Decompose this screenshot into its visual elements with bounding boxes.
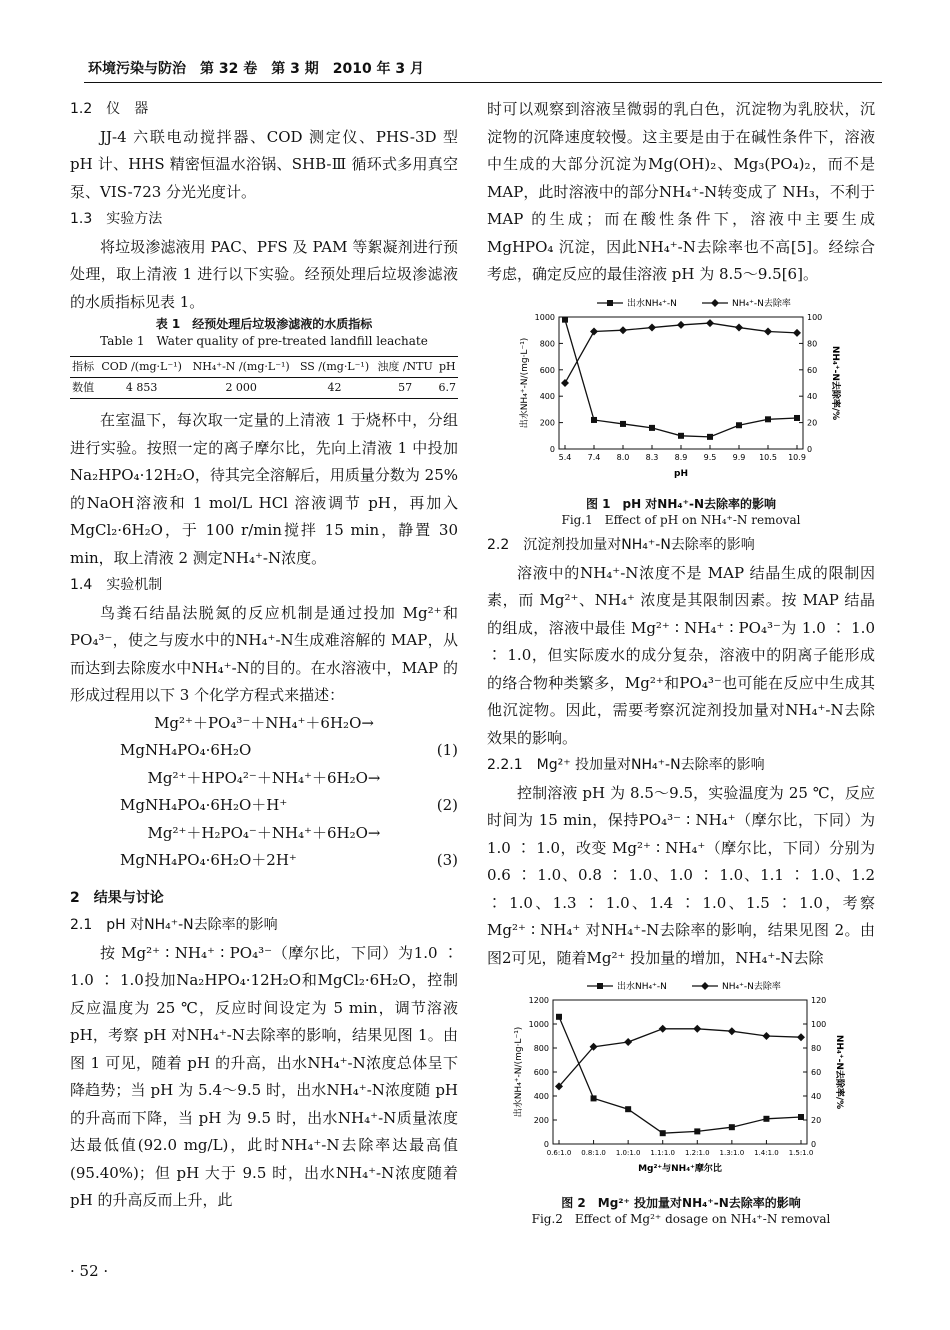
x-tick-label: 5.4: [558, 452, 572, 462]
table-cell: 57: [398, 381, 413, 394]
section-2-1-text: 按 Mg²⁺ ∶ NH₄⁺ ∶ PO₄³⁻（摩尔比，下同）为1.0 ∶ 1.0 ∶ 1.0投加Na₂HPO₄·12H₂O和MgCl₂·6H₂O，控制反应温度为 25 ℃，反应时间设定为 5 min，调节溶液 pH，考察 pH 对NH₄⁺-N去除率的影响，结果见图 1。由图 1 可见，随着 pH 的升高，出水NH₄⁺-N浓度总体呈下降趋势；当 pH 为 5.4～9.5 时，出水NH₄⁺-N浓度随 pH 的升高而下降，当 pH 为 9.5 时，出水NH₄⁺-N质量浓度达最低值(92.0 mg/L)，此时NH₄⁺-N去除率达最高值(95.40%)；但 pH 大于 9.5 时，出水NH₄⁺-N浓度随着 pH 的升高反而上升，此: [70, 943, 458, 1209]
y-tick-label: 600: [539, 365, 555, 375]
section-1-4-text: 鸟粪石结晶法脱氮的反应机制是通过投加 Mg²⁺和PO₄³⁻，使之与废水中的NH₄⁺-N生成难溶解的 MAP，从而达到去除废水中NH₄⁺-N的目的。在水溶液中，MAP 的形成过程用以下 3 个化学方程式来描述：: [70, 603, 458, 704]
data-point-square: [591, 1095, 597, 1101]
y-tick-label: 1000: [528, 1020, 549, 1029]
y-tick-label: 400: [539, 391, 555, 401]
data-point-square: [707, 433, 713, 439]
legend-marker: [701, 982, 709, 990]
y-tick-label: 800: [533, 1044, 549, 1053]
water-quality-table: [70, 356, 458, 399]
data-point-diamond: [797, 1033, 805, 1041]
y2-axis-label: NH₄⁺-N去除率/%: [834, 1034, 844, 1110]
data-point-square: [660, 1130, 666, 1136]
table-row: [70, 378, 458, 399]
equation-2-reactants: Mg²⁺＋HPO₄²⁻＋NH₄⁺＋6H₂O→: [147, 768, 381, 787]
data-point-diamond: [793, 328, 801, 336]
x-tick-label: 1.3:1.0: [719, 1149, 745, 1157]
y-axis-label: 出水NH₄⁺-N/(mg·L⁻¹): [514, 1026, 524, 1118]
legend-marker: [597, 983, 603, 989]
y-tick-label: 800: [539, 338, 555, 348]
y-tick-label: 200: [539, 418, 555, 428]
data-point-square: [694, 1128, 700, 1134]
data-point-square: [763, 1116, 769, 1122]
table-1-caption-en: Table 1 Water quality of pre-treated landfill leachate: [100, 334, 428, 348]
x-tick-label: 9.5: [703, 452, 717, 462]
x-tick-label: 0.8:1.0: [581, 1149, 606, 1157]
legend-label: NH₄⁺-N去除率: [732, 298, 791, 309]
equation-1-products: MgNH₄PO₄·6H₂O: [120, 741, 252, 759]
legend-label: NH₄⁺-N去除率: [722, 982, 781, 992]
table-cell: 数值: [72, 381, 95, 394]
section-1-2-text: JJ-4 六联电动搅拌器、COD 测定仪、PHS-3D 型 pH 计、HHS 精密恒温水浴锅、SHB-Ⅲ 循环式多用真空泵、VIS-723 分光光度计。: [70, 127, 458, 201]
y2-tick-label: 0: [811, 1140, 817, 1149]
equation-3-products: MgNH₄PO₄·6H₂O＋2H⁺: [120, 851, 297, 869]
data-point-diamond: [762, 1032, 770, 1040]
x-tick-label: 7.4: [587, 452, 601, 462]
section-2-2-text: 溶液中的NH₄⁺-N浓度不是 MAP 结晶生成的限制因素，而 Mg²⁺、NH₄⁺ 浓度是其限制因素。按 MAP 结晶的组成，溶液中最佳 Mg²⁺ ∶ NH₄⁺ ∶ PO₄³⁻为 1.0 ∶ 1.0 ∶ 1.0，但实际废水的成分复杂，溶液中的阴离子能形成的络合物种类繁多，Mg²⁺和PO₄³⁻也可能在反应中生成其他沉淀物。因此，需要考察沉淀剂投加量对NH₄⁺-N去除效果的影响。: [487, 563, 875, 747]
figure-1-caption: 图 1 pH 对NH₄⁺-N去除率的影响: [585, 497, 777, 511]
series-line: [565, 319, 797, 436]
data-point-diamond: [693, 1025, 701, 1033]
plot-frame: [559, 317, 803, 449]
table-header-cell: 指标: [72, 360, 95, 373]
y2-tick-label: 120: [811, 996, 827, 1005]
x-tick-label: 8.0: [616, 452, 630, 462]
y-tick-label: 600: [533, 1068, 549, 1077]
data-point-square: [729, 1124, 735, 1130]
y2-tick-label: 60: [811, 1068, 822, 1077]
data-point-diamond: [561, 379, 569, 387]
section-1-2-title: 1.2 仪 器: [70, 101, 149, 117]
section-1-3-text: 将垃圾渗滤液用 PAC、PFS 及 PAM 等絮凝剂进行预处理，取上清液 1 进行以下实验。经预处理后垃圾渗滤液的水质指标见表 1。: [70, 237, 458, 311]
section-2-2-1-text: 控制溶液 pH 为 8.5～9.5，实验温度为 25 ℃，反应时间为 15 min，保持PO₄³⁻ ∶ NH₄⁺（摩尔比，下同）为 1.0 ∶ 1.0，改变 Mg²⁺ ∶ NH₄⁺（摩尔比，下同）分别为0.6 ∶ 1.0、0.8 ∶ 1.0、1.0 ∶ 1.0、1.1 ∶ 1.0、1.2 ∶ 1.0、1.3 ∶ 1.0、1.4 ∶ 1.0、1.5 ∶ 1.0，考察 Mg²⁺ ∶ NH₄⁺ 对NH₄⁺-N去除率的影响，结果见图 2。由图2可见，随着Mg²⁺ 投加量的增加，NH₄⁺-N去除: [487, 783, 875, 967]
y2-tick-label: 80: [811, 1044, 822, 1053]
figure-2-caption: 图 2 Mg²⁺ 投加量对NH₄⁺-N去除率的影响: [561, 1195, 801, 1210]
section-2-2-title: 2.2 沉淀剂投加量对NH₄⁺-N去除率的影响: [487, 537, 755, 553]
y-tick-label: 200: [533, 1116, 549, 1125]
left-column: [70, 96, 458, 1215]
y2-tick-label: 100: [811, 1020, 827, 1029]
figure-1-chart: [487, 293, 875, 483]
equation-3-reactants: Mg²⁺＋H₂PO₄⁻＋NH₄⁺＋6H₂O→: [147, 823, 381, 842]
equation-1-reactants: Mg²⁺＋PO₄³⁻＋NH₄⁺＋6H₂O→: [154, 713, 374, 732]
data-point-square: [625, 1106, 631, 1112]
x-axis-label: pH: [674, 468, 688, 479]
section-1-3-title: 1.3 实验方法: [70, 211, 163, 227]
section-2-title: 2 结果与讨论: [70, 889, 164, 906]
table-cell: 6.7: [438, 381, 457, 394]
table-header-cell: SS /(mg·L⁻¹): [299, 360, 370, 373]
equation-2-products-line: [70, 792, 458, 820]
equation-2-number: (2): [436, 796, 458, 814]
x-tick-label: 1.4:1.0: [754, 1149, 779, 1157]
table-header-cell: pH: [438, 360, 456, 373]
data-point-diamond: [735, 323, 743, 331]
x-tick-label: 8.3: [645, 452, 659, 462]
y2-tick-label: 0: [807, 444, 813, 454]
continued-text: 时可以观察到溶液呈微弱的乳白色，沉淀物为乳胶状，沉淀物的沉降速度较慢。这主要是由于在碱性条件下，溶液中生成的大部分沉淀为Mg(OH)₂、Mg₃(PO₄)₂，而不是 MAP，此时溶液中的部分NH₄⁺-N转变成了 NH₃，不利于 MAP 的生成；而在酸性条件下，溶液中主要生成 MgHPO₄ 沉淀，因此NH₄⁺-N去除率也不高[5]。经综合考虑，确定反应的最佳溶液 pH 为 8.5～9.5[6]。: [487, 100, 875, 283]
y2-tick-label: 40: [807, 391, 818, 401]
table-header-cell: 浊度 /NTU: [377, 360, 433, 373]
x-tick-label: 9.9: [732, 452, 746, 462]
y2-tick-label: 40: [811, 1092, 822, 1101]
x-tick-label: 8.9: [674, 452, 688, 462]
right-column: [487, 96, 875, 1227]
y-tick-label: 1200: [528, 996, 549, 1005]
procedure-text: 在室温下，每次取一定量的上清液 1 于烧杯中，分组进行实验。按照一定的离子摩尔比，先向上清液 1 中投加Na₂HPO₄·12H₂O，待其完全溶解后，用质量分数为 25%的NaOH溶液和 1 mol/L HCl 溶液调节 pH，再加入MgCl₂·6H₂O，于 100 r/min搅拌 15 min，静置 30 min，取上清液 2 测定NH₄⁺-N浓度。: [70, 411, 458, 567]
equation-1-number: (1): [436, 741, 458, 759]
equation-3-products-line: [70, 847, 458, 875]
table-cell: 2 000: [225, 381, 257, 394]
equation-2-products: MgNH₄PO₄·6H₂O＋H⁺: [120, 796, 288, 814]
equation-1-products-line: [70, 737, 458, 765]
series-line: [565, 323, 797, 383]
legend-marker: [607, 300, 613, 306]
x-tick-label: 1.1:1.0: [650, 1149, 676, 1157]
table-cell: 42: [327, 381, 342, 394]
data-point-diamond: [619, 326, 627, 334]
data-point-diamond: [728, 1027, 736, 1035]
data-point-diamond: [659, 1025, 667, 1033]
y-tick-label: 0: [549, 444, 555, 454]
data-point-square: [556, 1014, 562, 1020]
table-1-caption: 表 1 经预处理后垃圾渗滤液的水质指标: [155, 317, 373, 331]
y-tick-label: 400: [533, 1092, 549, 1101]
section-2-2-1-title: 2.2.1 Mg²⁺ 投加量对NH₄⁺-N去除率的影响: [487, 757, 765, 773]
x-tick-label: 1.5:1.0: [788, 1149, 814, 1157]
data-point-square: [736, 422, 742, 428]
data-point-diamond: [648, 323, 656, 331]
data-point-square: [794, 414, 800, 420]
table-header-cell: NH₄⁺-N /(mg·L⁻¹): [192, 360, 290, 373]
x-axis-label: Mg²⁺与NH₄⁺摩尔比: [638, 1164, 722, 1174]
legend-label: 出水NH₄⁺-N: [617, 982, 667, 992]
y2-axis-label: NH₄⁺-N去除率/%: [830, 345, 840, 420]
figure-2-chart: [487, 976, 875, 1181]
y2-tick-label: 80: [807, 338, 818, 348]
x-tick-label: 10.5: [759, 452, 777, 462]
y-tick-label: 1000: [534, 312, 555, 322]
table-header-row: [70, 357, 458, 378]
figure-2-caption-en: Fig.2 Effect of Mg²⁺ dosage on NH₄⁺-N removal: [531, 1211, 831, 1226]
section-2-1-title: 2.1 pH 对NH₄⁺-N去除率的影响: [70, 917, 278, 933]
legend-label: 出水NH₄⁺-N: [627, 298, 677, 309]
equation-3-number: (3): [436, 851, 458, 869]
section-1-4-title: 1.4 实验机制: [70, 577, 163, 593]
x-tick-label: 1.2:1.0: [684, 1149, 710, 1157]
data-point-square: [798, 1114, 804, 1120]
data-point-square: [765, 416, 771, 422]
x-tick-label: 1.0:1.0: [615, 1149, 641, 1157]
data-point-diamond: [624, 1038, 632, 1046]
header-rule: [84, 82, 882, 83]
page-number: · 52 ·: [70, 1262, 109, 1280]
data-point-square: [678, 432, 684, 438]
legend-marker: [711, 299, 719, 307]
y2-tick-label: 20: [807, 418, 818, 428]
x-tick-label: 0.6:1.0: [546, 1149, 572, 1157]
data-point-diamond: [764, 327, 772, 335]
y-tick-label: 0: [543, 1140, 549, 1149]
table-header-cell: COD /(mg·L⁻¹): [101, 360, 182, 373]
figure-1-caption-en: Fig.1 Effect of pH on NH₄⁺-N removal: [561, 513, 801, 527]
data-point-diamond: [706, 319, 714, 327]
y2-tick-label: 20: [811, 1116, 822, 1125]
data-point-square: [649, 424, 655, 430]
y2-tick-label: 100: [807, 312, 823, 322]
running-header: 环境污染与防治 第 32 卷 第 3 期 2010 年 3 月: [88, 61, 425, 77]
data-point-diamond: [590, 327, 598, 335]
plot-frame: [553, 1000, 807, 1144]
data-point-square: [562, 316, 568, 322]
table-cell: 4 853: [125, 381, 158, 394]
data-point-square: [591, 416, 597, 422]
y-axis-label: 出水NH₄⁺-N/(mg·L⁻¹): [520, 337, 530, 428]
data-point-diamond: [677, 320, 685, 328]
x-tick-label: 10.9: [788, 452, 806, 462]
data-point-square: [620, 420, 626, 426]
y2-tick-label: 60: [807, 365, 818, 375]
